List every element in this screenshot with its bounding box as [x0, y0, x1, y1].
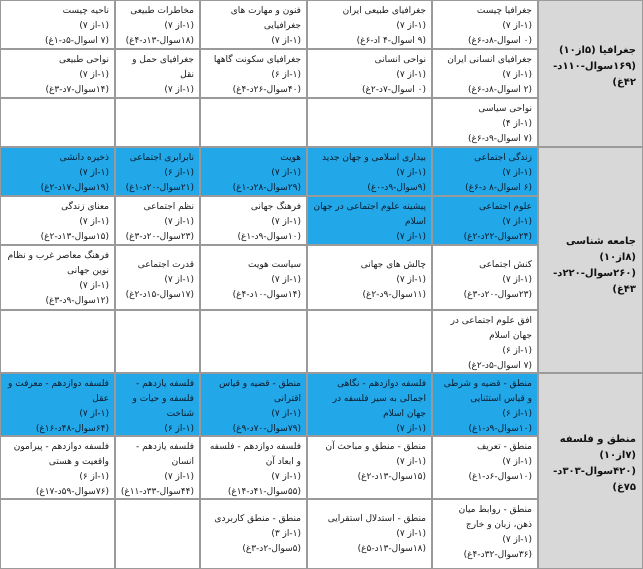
topic-stats: (۲۱سوال-۲۰د-۱غ) [125, 183, 194, 193]
topic-title: فلسفه یازدهم - انسان [136, 442, 194, 467]
topic-stats: (۱۵سوال-۱۳د-۲غ) [40, 232, 109, 242]
topic-count: (۱-از ۷) [502, 21, 532, 31]
topic-title: قدرت اجتماعی [137, 260, 194, 270]
topic-cell[interactable] [307, 499, 432, 569]
topic-cell[interactable] [200, 147, 307, 196]
topic-cell[interactable] [115, 245, 200, 310]
topic-stats: (۱۰سوال-۹د-۱غ) [237, 232, 301, 242]
topic-title: نواحی سیاسی [478, 104, 532, 114]
topic-count: (۱-از ۷) [396, 21, 426, 31]
section-stats: (۴۲۰سوال-۳۰۳د- [553, 466, 636, 477]
topic-count: (۱-از ۶) [271, 70, 301, 80]
topic-cell[interactable] [115, 147, 200, 196]
topic-count: (۱-از ۷) [79, 168, 109, 178]
topic-count: (۱-از ۷) [271, 168, 301, 178]
topic-cell[interactable] [0, 0, 115, 49]
topic-cell[interactable] [432, 196, 538, 245]
section-stats-end: ۷۵غ) [612, 482, 636, 493]
topic-cell[interactable] [200, 0, 307, 49]
topic-title: نواحی طبیعی [58, 55, 109, 65]
topic-cell[interactable] [200, 196, 307, 245]
topic-cell[interactable] [307, 147, 432, 196]
topic-stats: (۴۰سوال-۲۶د-۴غ) [232, 85, 301, 95]
topic-stats: (۲۹سوال-۲۸د-۱غ) [232, 183, 301, 193]
topic-title: بیداری اسلامی و جهان جدید [322, 153, 426, 163]
topic-title: ذخیره دانشی [59, 153, 109, 163]
topic-title: فرهنگ معاصر غرب و نظام نوین جهانی [7, 251, 109, 276]
topic-count: (۱-از ۷) [271, 472, 301, 482]
topic-stats: (۱۹سوال-۱۷د-۲غ) [40, 183, 109, 193]
topic-cell[interactable] [200, 436, 307, 499]
section-title: جامعه شناسی (۸از۱۰) [566, 236, 636, 263]
topic-cell[interactable] [200, 245, 307, 310]
topic-title: چالش های جهانی [360, 260, 426, 270]
topic-count: (۱-از ۷) [79, 281, 109, 291]
topic-title: منطق - منطق و مباحث آن [325, 442, 426, 452]
topic-stats: (۵۵سوال-۴۱د-۱۴غ) [227, 487, 301, 497]
topic-count: (۱-از ۷) [502, 70, 532, 80]
topic-stats: (۹سوال-۹د-۰غ) [367, 183, 426, 193]
topic-cell[interactable] [0, 49, 115, 98]
topic-title: منطق - قضیه و قیاس اقترانی [219, 379, 301, 404]
topic-title: سیاست هویت [248, 260, 301, 270]
topic-count: (۱-از ۶) [502, 409, 532, 419]
topic-count: (۱-از ۷) [502, 217, 532, 227]
topic-stats: (۱۰سوال-۶د-۱غ) [468, 472, 532, 482]
topic-count: (۱-از ۷) [396, 232, 426, 242]
topic-stats: (۳۶سوال-۳۲د-۴غ) [463, 550, 532, 560]
topic-count: (۱-از ۷) [271, 36, 301, 46]
topic-title: هویت [280, 153, 301, 163]
topic-cell[interactable] [307, 373, 432, 436]
topic-cell[interactable] [115, 49, 200, 98]
topic-title: جغرافیای حمل و نقل [132, 55, 194, 80]
topic-cell[interactable] [115, 196, 200, 245]
topic-title: فلسفه دوازدهم - معرفت و عقل [8, 379, 109, 404]
topic-stats: (۱۴سوال-۱۰د-۴غ) [232, 290, 301, 300]
topic-cell[interactable] [432, 0, 538, 49]
topic-title: منطق - قضیه و شرطی و قیاس استثنایی [443, 379, 532, 404]
topic-cell[interactable] [307, 436, 432, 499]
topic-stats: (۷ اسوال-۵د-۲غ) [467, 361, 532, 371]
topic-title: افق علوم اجتماعی در جهان اسلام [450, 316, 532, 341]
topic-stats: (۷ اسوال-۹د-۶غ) [467, 134, 532, 144]
topic-cell[interactable] [307, 0, 432, 49]
empty-cell [0, 98, 115, 147]
topic-cell[interactable] [432, 147, 538, 196]
topic-count: (۱-از ۷) [502, 457, 532, 467]
topic-stats: (۰ اسوال-۸د-۶غ) [467, 36, 532, 46]
topic-cell[interactable] [0, 147, 115, 196]
topic-count: (۱-از ۶) [164, 168, 194, 178]
topic-count: (۱-از ۷) [396, 529, 426, 539]
topic-stats: (۷۹سوال-۷۰د-۹غ) [232, 424, 301, 434]
topic-title: فلسفه دوازدهم - فلسفه و ابعاد آن [209, 442, 301, 467]
topic-stats: (۵سوال-۲د-۳غ) [242, 544, 301, 554]
topic-count: (۱-از ۳) [271, 529, 301, 539]
topic-cell[interactable] [432, 245, 538, 310]
topic-title: نظم اجتماعی [143, 202, 194, 212]
empty-cell [0, 310, 115, 373]
section-stats: (۲۶۰سوال-۲۲۰د- [553, 268, 636, 279]
topic-stats: (۱۴سوال-۷د-۳غ) [45, 85, 109, 95]
topic-count: (۱-از ۷) [502, 168, 532, 178]
topic-cell[interactable] [0, 373, 115, 436]
topic-stats: (۰ اسوال-۷د-۲غ) [361, 85, 426, 95]
topic-title: منطق - تعریف [476, 442, 532, 452]
topic-stats: (۷۶سوال-۵۹د-۱۷غ) [35, 487, 109, 497]
topic-cell[interactable] [432, 436, 538, 499]
topic-count: (۱-از ۷) [164, 217, 194, 227]
topic-count: (۱-از ۷) [79, 70, 109, 80]
topic-stats: (۱۰سوال-۹د-۱غ) [468, 424, 532, 434]
section-title: منطق و فلسفه (۷از۱۰) [559, 434, 636, 461]
topic-count: (۱-از ۷) [396, 457, 426, 467]
topic-title: معنای زندگی [61, 202, 109, 212]
topic-cell[interactable] [200, 499, 307, 569]
empty-cell [0, 499, 115, 569]
topic-stats: (۲۳سوال-۲۰د-۳غ) [463, 290, 532, 300]
topic-stats: (۲۳سوال-۲۰د-۳غ) [125, 232, 194, 242]
topic-cell[interactable] [115, 373, 200, 436]
section-title: جغرافیا (۵از۱۰) [558, 45, 636, 56]
topic-cell[interactable] [432, 373, 538, 436]
topic-title: پیشینه علوم اجتماعی در جهان اسلام [313, 202, 426, 227]
topic-title: فلسفه دوازدهم - پیرامون واقعیت و هستی [13, 442, 109, 467]
topic-count: (۱-از ۴) [502, 119, 532, 129]
topic-cell[interactable] [307, 245, 432, 310]
section-label-logic-philosophy [538, 373, 643, 569]
topic-cell[interactable] [432, 49, 538, 98]
empty-cell [200, 98, 307, 147]
empty-cell [115, 499, 200, 569]
topic-stats: (۱۷سوال-۱۵د-۲غ) [125, 290, 194, 300]
topic-count: (۱-از ۷) [79, 409, 109, 419]
topic-count: (۱-از ۷) [502, 275, 532, 285]
topic-title: ناحیه چیست [62, 6, 109, 16]
topic-count: (۱-از ۶) [164, 424, 194, 434]
section-label-geography [538, 0, 643, 147]
empty-cell [307, 98, 432, 147]
topic-title: فنون و مهارت های جغرافیایی [230, 6, 301, 31]
topic-title: زندگی اجتماعی [474, 153, 532, 163]
topic-title: جغرافیای سکونت گاهها [213, 55, 301, 65]
section-stats-end: ۴۳غ) [612, 284, 636, 295]
topic-count: (۱-از ۷) [79, 217, 109, 227]
topic-title: منطق - منطق کاربردی [214, 514, 301, 524]
topic-count: (۱-از ۷) [164, 85, 194, 95]
topic-stats: (۹ اسوال-۴ اد-۶غ) [356, 36, 426, 46]
topic-title: جغرافیا چیست [476, 6, 532, 16]
topic-title: منطق - روابط میان ذهن، زبان و خارج [458, 505, 532, 530]
empty-cell [200, 310, 307, 373]
topic-title: کنش اجتماعی [479, 260, 532, 270]
topic-count: (۱-از ۷) [396, 424, 426, 434]
topic-cell[interactable] [115, 0, 200, 49]
topic-count: (۱-از ۷) [271, 217, 301, 227]
topic-cell[interactable] [0, 436, 115, 499]
topic-title: علوم اجتماعی [478, 202, 532, 212]
topic-cell[interactable] [307, 49, 432, 98]
topic-count: (۱-از ۷) [271, 409, 301, 419]
topic-count: (۱-از ۷) [79, 21, 109, 31]
topic-stats: (۱۱سوال-۹د-۲غ) [362, 290, 426, 300]
topic-stats: (۱۸سوال-۱۳د-۵غ) [357, 544, 426, 554]
topic-cell[interactable] [200, 373, 307, 436]
topic-title: منطق - استدلال استقرایی [327, 514, 426, 524]
topic-title: فلسفه یازدهم - فلسفه و حیات و شناخت [132, 379, 194, 419]
topic-cell[interactable] [0, 196, 115, 245]
topic-count: (۱-از ۷) [502, 535, 532, 545]
topic-cell[interactable] [307, 196, 432, 245]
topic-title: مخاطرات طبیعی [130, 6, 194, 16]
topic-count: (۱-از ۷) [396, 168, 426, 178]
empty-cell [115, 98, 200, 147]
topic-title: نابرابری اجتماعی [129, 153, 194, 163]
topic-stats: (۴۴سوال-۳۳د-۱۱غ) [120, 487, 194, 497]
topic-count: (۱-از ۶) [79, 472, 109, 482]
topic-count: (۱-از ۶) [502, 346, 532, 356]
empty-cell [115, 310, 200, 373]
topic-cell[interactable] [200, 49, 307, 98]
section-stats: (۱۶۹سوال-۱۱۰د- [553, 61, 636, 72]
topic-count: (۱-از ۷) [396, 275, 426, 285]
section-stats-end: ۴۲غ) [612, 77, 636, 88]
topic-title: جغرافیای انسانی ایران [447, 55, 532, 65]
topic-count: (۱-از ۷) [164, 472, 194, 482]
topic-stats: (۲ اسوال-۸د-۶غ) [467, 85, 532, 95]
topic-cell[interactable] [432, 499, 538, 569]
topic-count: (۱-از ۷) [164, 275, 194, 285]
topic-title: فلسفه دوازدهم - نگاهی اجمالی به سیر فلسفه در جهان اسلام [332, 379, 426, 419]
topic-count: (۱-از ۷) [271, 275, 301, 285]
topic-stats: (۲۴سوال-۲۲د-۲غ) [463, 232, 532, 242]
topic-title: فرهنگ جهانی [250, 202, 301, 212]
topic-cell[interactable] [115, 436, 200, 499]
topic-title: جغرافیای طبیعی ایران [342, 6, 426, 16]
topic-title: نواحی انسانی [374, 55, 426, 65]
topic-cell[interactable] [432, 310, 538, 373]
topic-count: (۱-از ۷) [396, 70, 426, 80]
topic-stats: (۶۴سوال-۴۸د-۱۶غ) [35, 424, 109, 434]
topic-stats: (۶ اسوال-۸ د-۶غ) [465, 183, 532, 193]
topic-stats: (۱۸سوال-۱۳د-۴غ) [125, 36, 194, 46]
topic-count: (۱-از ۷) [164, 21, 194, 31]
topic-cell[interactable] [0, 245, 115, 310]
empty-cell [307, 310, 432, 373]
topic-cell[interactable] [432, 98, 538, 147]
section-label-sociology [538, 147, 643, 373]
topic-stats: (۱۲سوال-۹د-۳غ) [45, 296, 109, 306]
topic-stats: (۷ اسوال-۵د-۱غ) [44, 36, 109, 46]
topic-stats: (۱۵سوال-۱۳د-۲غ) [357, 472, 426, 482]
